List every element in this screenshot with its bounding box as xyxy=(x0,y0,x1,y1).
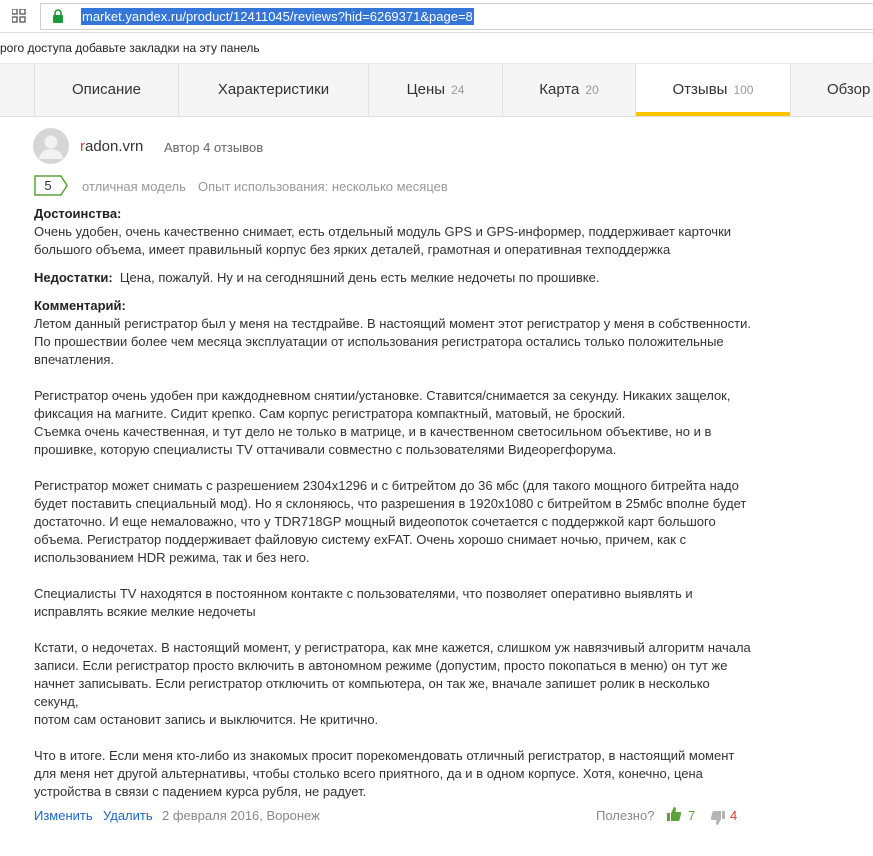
pros-text: Очень удобен, очень качественно снимает, есть отдельный модуль GPS и GPS-информер, поддерживает карточки большого объема, имеет правильный корпус без ярких деталей, грамотная и оперативная техподдержка xyxy=(34,224,732,257)
thumbs-down-icon[interactable] xyxy=(710,810,726,826)
likes-count: 7 xyxy=(688,808,696,823)
url-field[interactable] xyxy=(40,3,873,30)
cons-heading: Недостатки: xyxy=(34,270,113,285)
comment-paragraph: Что в итоге. Если меня кто-либо из знакомых просит порекомендовать отличный регистратор, в настоящий момент для меня нет другой альтернативы, чтобы столько всего приятного, да и в одном корпусе. Хотя, конечно, цена устройства в связи с падением курса рубля, не радует. xyxy=(34,748,735,799)
comment-paragraph: Регистратор может снимать с разрешением 2304x1296 и с битрейтом до 36 мбс (для такого мощного битрейта надо будет поставить специальный мод). Но я склоняюсь, что разрешения в 1920x1080 с битрейтом в 25мбс вполне будет достаточно. И еще немаловажно, что у TDR718GP мощный видеопоток сочетается с поддержкой карт большого объема. Регистратор поддерживает файловую систему exFAT. Очень хорошо снимает ночью, причем, как с использованием HDR режима, так и без него. xyxy=(34,478,747,565)
apps-grid-icon[interactable] xyxy=(12,9,26,23)
comment-paragraph: Специалисты TV находятся в постоянном контакте с пользователями, что позволяет оперативно выявлять и исправлять всякие мелкие недочеты xyxy=(34,586,693,619)
verdict: отличная модель xyxy=(82,179,186,194)
bookmarks-bar xyxy=(0,33,873,64)
avatar[interactable] xyxy=(33,128,69,164)
comment-paragraph: Летом данный регистратор был у меня на тестдрайве. В настоящий момент этот регистратор у меня в собственности. По прошествии более чем месяца эксплуатации от использования регистратора остались только положительные впечатления. xyxy=(34,316,751,367)
rating-badge xyxy=(34,175,68,196)
cons-text: Цена, пожалуй. Ну и на сегодняшний день есть мелкие недочеты по прошивке. xyxy=(119,270,600,285)
usage-experience: Опыт использования: несколько месяцев xyxy=(198,179,448,194)
tab-reviews[interactable] xyxy=(635,64,790,116)
url-text[interactable]: market.yandex.ru/product/12411045/reviews?hid=6269371&page=8 xyxy=(82,9,473,24)
tab-specs[interactable] xyxy=(178,64,368,116)
review-date: 2 февраля 2016, Воронеж xyxy=(162,808,320,823)
comment-section xyxy=(34,297,754,801)
tab-count: 24 xyxy=(451,83,465,97)
pros-section xyxy=(34,205,754,259)
tab-count: 100 xyxy=(733,83,754,97)
comment-paragraph: Регистратор очень удобен при каждодневном снятии/установке. Ставится/снимается за секунду. Никаких защелок, фиксация на магните. Сидит крепко. Сам корпус регистратора компактный, матовый, не броский. Съемка очень качественная, и тут дело не только в матрице, и в качественном светосильном объективе, но и в прошивке, которую специалисты TV оттачивали совместно с пользователями Видеорегфорума. xyxy=(34,388,731,457)
thumbs-up-icon[interactable] xyxy=(666,806,682,822)
author-name-rest: adon.vrn xyxy=(85,138,144,155)
review-footer xyxy=(34,808,754,828)
author-name[interactable] xyxy=(80,138,143,155)
tab-overview[interactable] xyxy=(790,64,873,116)
cons-section xyxy=(34,269,754,287)
address-bar xyxy=(0,0,873,33)
author-reviews-count: Автор 4 отзывов xyxy=(164,140,264,155)
pros-heading: Достоинства: xyxy=(34,206,122,221)
tab-label: Отзывы xyxy=(672,81,728,98)
rating-value: 5 xyxy=(44,178,52,193)
bookmarks-hint: рого доступа добавьте закладки на эту панель xyxy=(0,41,260,55)
tab-label: Описание xyxy=(71,81,142,98)
useful-label: Полезно? xyxy=(596,808,655,823)
edit-link[interactable]: Изменить xyxy=(34,808,93,823)
dislikes-count: 4 xyxy=(730,808,738,823)
product-tabs xyxy=(0,64,873,117)
tab-map[interactable] xyxy=(502,64,635,116)
comment-paragraph: Кстати, о недочетах. В настоящий момент, у регистратора, как мне кажется, слишком уж навязчивый алгоритм начала записи. Если регистратор просто включить в автономном режиме (допустим, просто покопаться в меню) он тут же начнет записывать. Если регистратор отключить от компьютера, он так же, вначале запишет ролик в несколько секунд, потом сам остановит запись и выключится. Не критично. xyxy=(34,640,751,727)
tab-label: Характеристики xyxy=(217,81,330,98)
comment-heading: Комментарий: xyxy=(34,298,126,313)
tab-label: Обзор xyxy=(827,81,871,98)
review-body xyxy=(34,205,754,811)
delete-link[interactable]: Удалить xyxy=(103,808,153,823)
tab-description[interactable] xyxy=(34,64,178,116)
tab-count: 20 xyxy=(585,83,599,97)
tab-label: Карта xyxy=(539,81,580,98)
tab-prices[interactable] xyxy=(368,64,502,116)
author-initial: r xyxy=(80,138,85,155)
tab-label: Цены xyxy=(406,81,446,98)
lock-icon xyxy=(52,9,64,23)
